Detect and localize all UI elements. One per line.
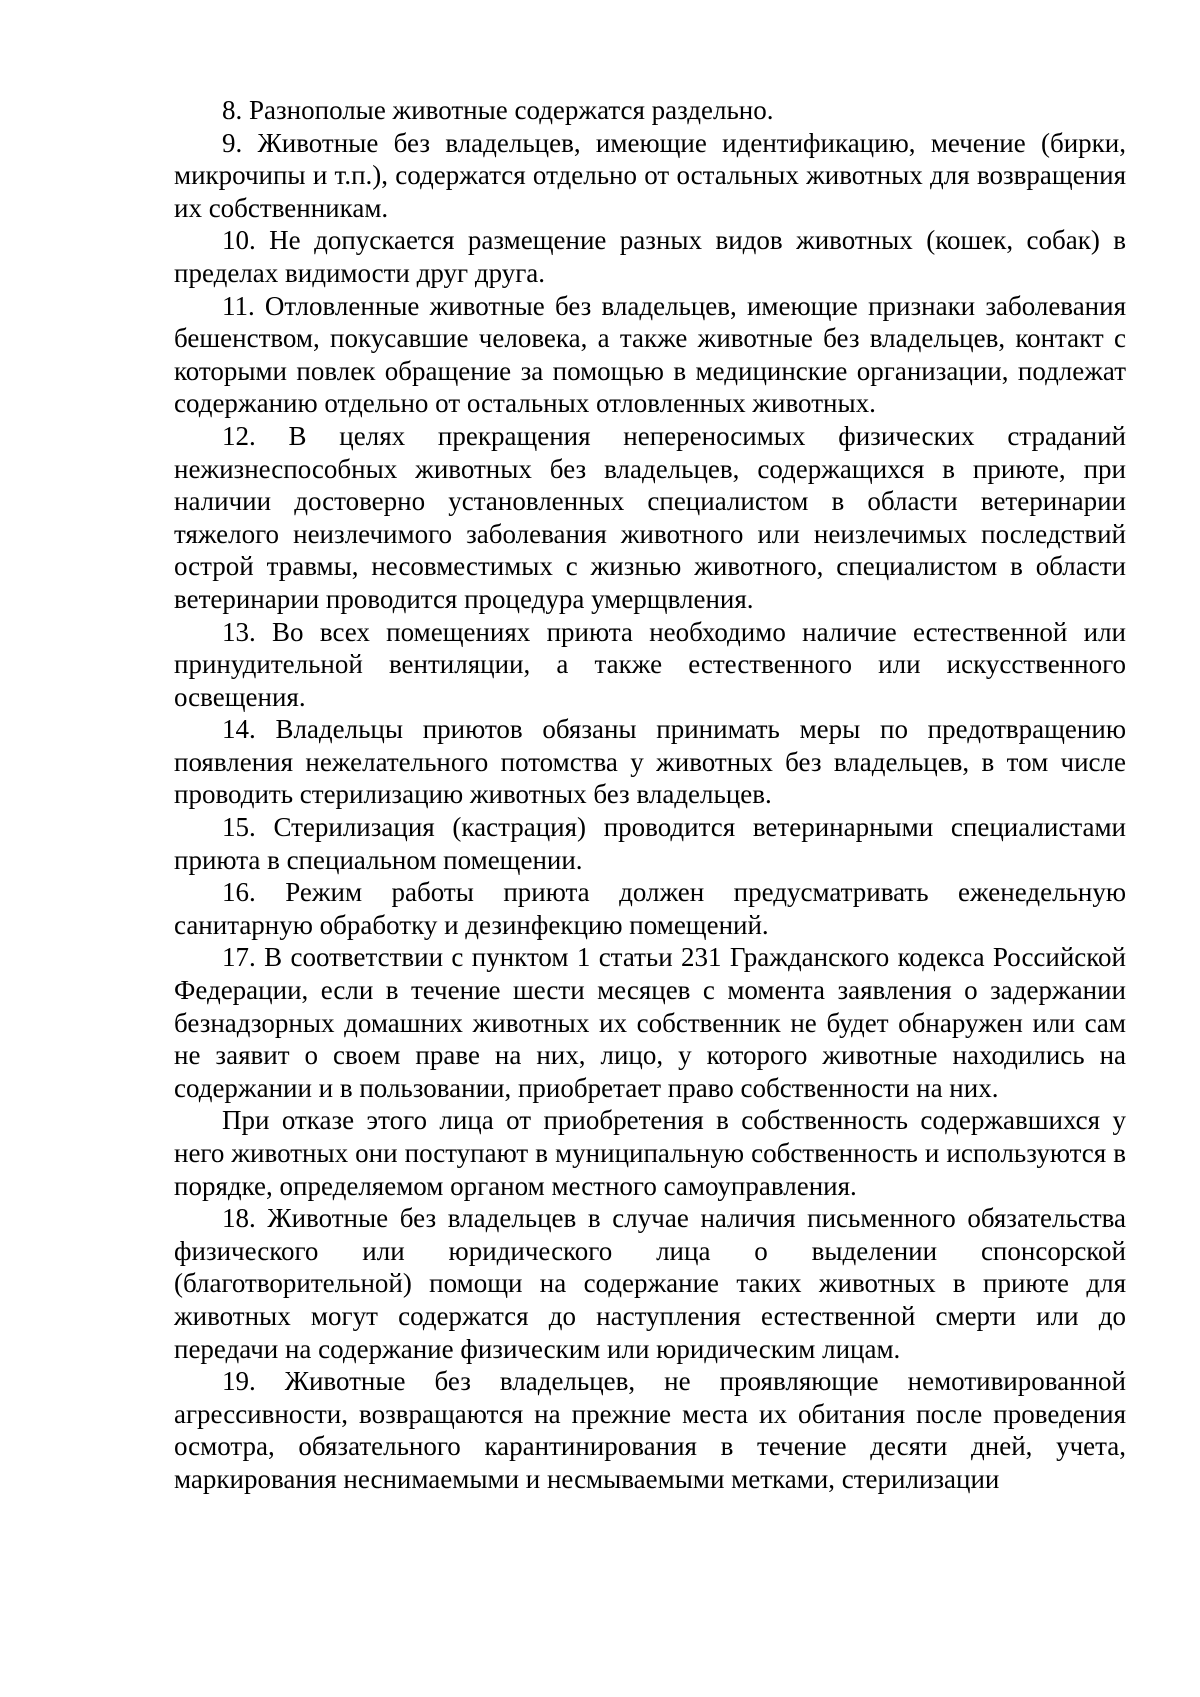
paragraph-8: 8. Разнополые животные содержатся раздельно. [222,95,774,125]
paragraph-15: 15. Стерилизация (кастрация) проводится ветеринарными специалистами приюта в специальном помещении. [174,812,1126,875]
paragraph-11: 11. Отловленные животные без владельцев, имеющие признаки заболевания бешенством, покусавшие человека, а также животные без владельцев, контакт с которыми повлек обращение за помощью в медицинские организации, подлежат содержанию отдельно от остальных отловленных животных. [174,290,1126,419]
document-body [174,94,1126,1496]
paragraph-9: 9. Животные без владельцев, имеющие идентификацию, мечение (бирки, микрочипы и т.п.), содержатся отдельно от остальных животных для возвращения их собственникам. [174,127,1126,223]
paragraph-14: 14. Владельцы приютов обязаны принимать меры по предотвращению появления нежелательного потомства у животных без владельцев, в том числе проводить стерилизацию животных без владельцев. [174,714,1126,810]
paragraph-17: 17. В соответствии с пунктом 1 статьи 231 Гражданского кодекса Российской Федерации, если в течение шести месяцев с момента заявления о задержании безнадзорных домашних животных их собственник не будет обнаружен или сам не заявит о своем праве на них, лицо, у которого животные находились на содержании и в пользовании, приобретает право собственности на них. [174,942,1126,1103]
paragraph-16: 16. Режим работы приюта должен предусматривать еженедельную санитарную обработку и дезинфекцию помещений. [174,877,1126,940]
paragraph-13: 13. Во всех помещениях приюта необходимо наличие естественной или принудительной вентиляции, а также естественного или искусственного освещения. [174,616,1126,712]
paragraph-19: 19. Животные без владельцев, не проявляющие немотивированной агрессивности, возвращаются на прежние места их обитания после проведения осмотра, обязательного карантинирования в течение десяти дней, учета, маркирования неснимаемыми и несмываемыми метками, стерилизации [174,1366,1126,1494]
paragraph-18: 18. Животные без владельцев в случае наличия письменного обязательства физического или юридического лица о выделении спонсорской (благотворительной) помощи на содержание таких животных в приюте для животных могут содержатся до наступления естественной смерти или до передачи на содержание физическим или юридическим лицам. [174,1203,1126,1364]
paragraph-17-continued: При отказе этого лица от приобретения в собственность содержавшихся у него животных они поступают в муниципальную собственность и используются в порядке, определяемом органом местного самоуправления. [174,1105,1126,1201]
paragraph-12: 12. В целях прекращения непереносимых физических страданий нежизнеспособных животных без владельцев, содержащихся в приюте, при наличии достоверно установленных специалистом в области ветеринарии тяжелого неизлечимого заболевания животного или неизлечимых последствий острой травмы, несовместимых с жизнью животного, специалистом в области ветеринарии проводится процедура умерщвления. [174,420,1126,614]
paragraph-10: 10. Не допускается размещение разных видов животных (кошек, собак) в пределах видимости друг друга. [174,225,1126,288]
